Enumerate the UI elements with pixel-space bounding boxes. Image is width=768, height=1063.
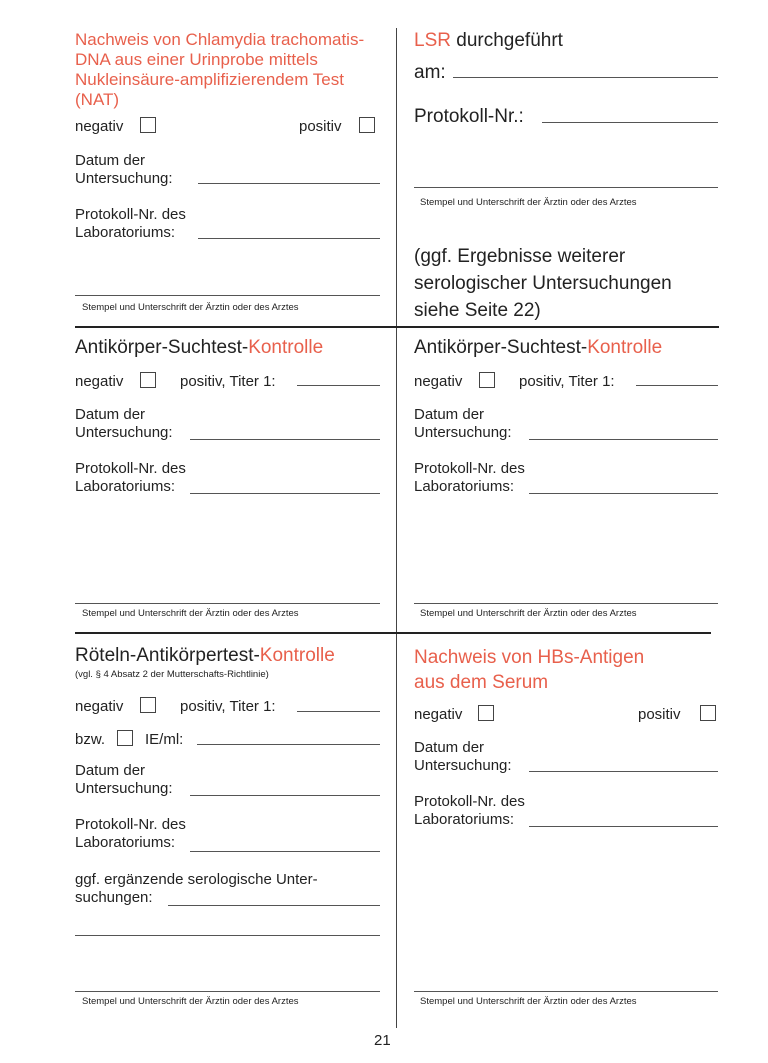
antikoerper-left-protokoll-field[interactable] (190, 493, 380, 494)
antikoerper-right-titer-field[interactable] (636, 385, 718, 386)
roeteln-bzw-checkbox[interactable] (117, 730, 133, 746)
antikoerper-right-datum-label: Datum der Untersuchung: (414, 406, 512, 441)
antikoerper-left-datum-field[interactable] (190, 439, 380, 440)
lsr-stamp-label: Stempel und Unterschrift der Ärztin oder des Arztes (420, 197, 637, 208)
antikoerper-right-negativ-checkbox[interactable] (479, 372, 495, 388)
lsr-note: (ggf. Ergebnisse weiterer serologischer Untersuchungen siehe Seite 22) (414, 246, 672, 321)
lsr-am-label: am: (414, 62, 446, 83)
column-divider (396, 28, 397, 1028)
roeteln-datum-field[interactable] (190, 795, 380, 796)
antikoerper-right-title: Antikörper-Suchtest-Kontrolle (414, 337, 663, 358)
antikoerper-right-stamp-label: Stempel und Unterschrift der Ärztin oder des Arztes (420, 608, 637, 619)
hbs-protokoll-label: Protokoll-Nr. des Laboratoriums: (414, 793, 525, 828)
roeteln-negativ-checkbox[interactable] (140, 697, 156, 713)
roeteln-ergaenzend-label: ggf. ergänzende serologische Unter- suchungen: (75, 871, 318, 906)
chlamydia-datum-field[interactable] (198, 183, 380, 184)
lsr-protokoll-field[interactable] (542, 122, 718, 123)
roeteln-positiv-label: positiv, Titer 1: (180, 698, 276, 715)
antikoerper-right-protokoll-label: Protokoll-Nr. des Laboratoriums: (414, 460, 525, 495)
chlamydia-stamp-label: Stempel und Unterschrift der Ärztin oder des Arztes (82, 302, 299, 313)
hbs-title: Nachweis von HBs-Antigen aus dem Serum (414, 647, 645, 693)
antikoerper-left-negativ-checkbox[interactable] (140, 372, 156, 388)
lsr-am-field[interactable] (453, 77, 718, 78)
roeteln-ie-field[interactable] (197, 744, 380, 745)
antikoerper-left-titer-field[interactable] (297, 385, 380, 386)
hbs-stamp-line (414, 991, 718, 992)
hbs-protokoll-field[interactable] (529, 826, 718, 827)
page-number: 21 (374, 1032, 391, 1049)
roeteln-ie-label: IE/ml: (145, 731, 184, 748)
hbs-positiv-label: positiv (638, 706, 681, 723)
antikoerper-right-stamp-line (414, 603, 718, 604)
roeteln-datum-label: Datum der Untersuchung: (75, 762, 173, 797)
chlamydia-negativ-label: negativ (75, 118, 124, 135)
roeteln-titer-field[interactable] (297, 711, 380, 712)
roeteln-protokoll-field[interactable] (190, 851, 380, 852)
hbs-stamp-label: Stempel und Unterschrift der Ärztin oder des Arztes (420, 996, 637, 1007)
roeteln-ergaenzend-field-1[interactable] (168, 905, 380, 906)
hbs-negativ-label: negativ (414, 706, 463, 723)
roeteln-stamp-label: Stempel und Unterschrift der Ärztin oder des Arztes (82, 996, 299, 1007)
antikoerper-left-protokoll-label: Protokoll-Nr. des Laboratoriums: (75, 460, 186, 495)
lsr-title: LSR durchgeführt (414, 30, 563, 51)
roeteln-bzw-label: bzw. (75, 731, 106, 748)
hbs-datum-field[interactable] (529, 771, 718, 772)
roeteln-stamp-line (75, 991, 380, 992)
antikoerper-left-stamp-label: Stempel und Unterschrift der Ärztin oder des Arztes (82, 608, 299, 619)
antikoerper-left-title: Antikörper-Suchtest-Kontrolle (75, 337, 324, 358)
chlamydia-positiv-checkbox[interactable] (359, 117, 375, 133)
chlamydia-datum-label: Datum der Untersuchung: (75, 152, 173, 187)
antikoerper-left-datum-label: Datum der Untersuchung: (75, 406, 173, 441)
hbs-datum-label: Datum der Untersuchung: (414, 739, 512, 774)
section-separator-2 (75, 632, 711, 634)
roeteln-protokoll-label: Protokoll-Nr. des Laboratoriums: (75, 816, 186, 851)
roeteln-negativ-label: negativ (75, 698, 124, 715)
hbs-negativ-checkbox[interactable] (478, 705, 494, 721)
chlamydia-negativ-checkbox[interactable] (140, 117, 156, 133)
chlamydia-title: Nachweis von Chlamydia trachomatis- DNA aus einer Urinprobe mittels Nukleinsäure-amplifizierendem Test (NAT) (75, 30, 365, 109)
roeteln-ergaenzend-field-2[interactable] (75, 935, 380, 936)
antikoerper-right-positiv-label: positiv, Titer 1: (519, 373, 615, 390)
roeteln-subtitle: (vgl. § 4 Absatz 2 der Mutterschafts-Richtlinie) (75, 669, 269, 680)
chlamydia-stamp-line (75, 295, 380, 296)
lsr-protokoll-label: Protokoll-Nr.: (414, 106, 524, 127)
chlamydia-protokoll-field[interactable] (198, 238, 380, 239)
antikoerper-right-negativ-label: negativ (414, 373, 463, 390)
antikoerper-right-protokoll-field[interactable] (529, 493, 718, 494)
chlamydia-positiv-label: positiv (299, 118, 342, 135)
antikoerper-right-datum-field[interactable] (529, 439, 718, 440)
section-separator-1 (75, 326, 719, 328)
chlamydia-protokoll-label: Protokoll-Nr. des Laboratoriums: (75, 206, 186, 241)
antikoerper-left-negativ-label: negativ (75, 373, 124, 390)
antikoerper-left-stamp-line (75, 603, 380, 604)
lsr-stamp-line (414, 187, 718, 188)
antikoerper-left-positiv-label: positiv, Titer 1: (180, 373, 276, 390)
roeteln-title: Röteln-Antikörpertest-Kontrolle (75, 645, 335, 666)
hbs-positiv-checkbox[interactable] (700, 705, 716, 721)
